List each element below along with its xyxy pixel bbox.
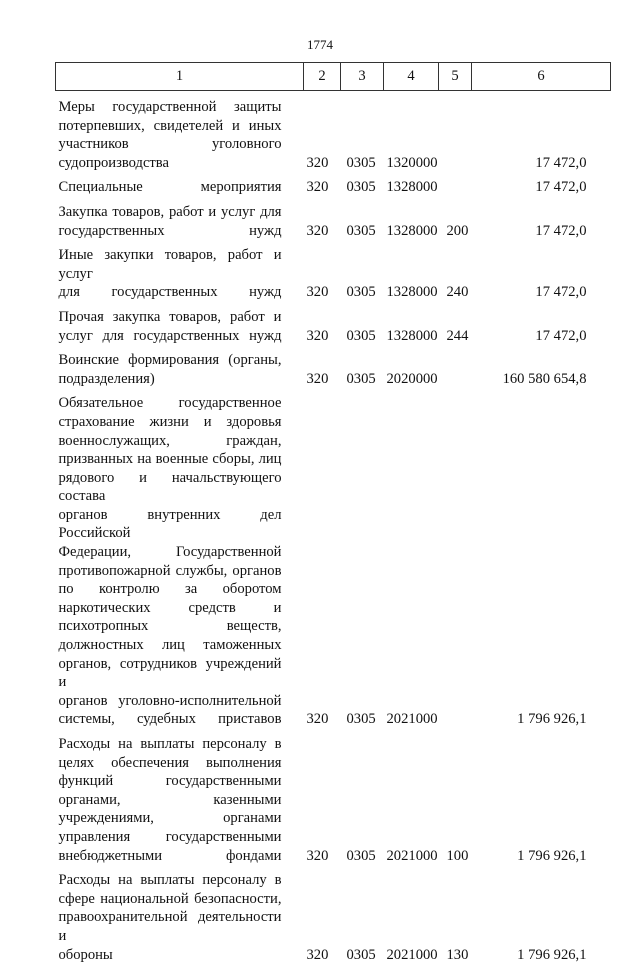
row-description [56, 394, 304, 735]
description-line: потерпевших, свидетелей и иных [58, 117, 282, 134]
description-line: правоохранительной деятельности и [58, 909, 282, 944]
description-line: органами, казенными [58, 791, 282, 808]
ministry-code: 320 [306, 222, 329, 239]
expense-type-code: 244 [446, 327, 469, 344]
expense-type-code [439, 91, 472, 179]
section-code: 0305 [346, 946, 376, 963]
description-line: управления государственными [58, 828, 282, 845]
table-header-row [56, 63, 611, 91]
description-line: органов, сотрудников учреждений и [58, 655, 282, 691]
row-description [56, 308, 304, 351]
description-line: Специальные мероприятия [58, 179, 282, 196]
table-row [56, 203, 611, 246]
target-code: 1328000 [386, 222, 438, 239]
budget-table [55, 62, 611, 970]
description-line: наркотических средств и [58, 599, 282, 616]
description-line: учреждениями, органами [58, 810, 282, 827]
description-line: рядового и начальствующего состава [58, 469, 282, 505]
expense-type-code: 100 [446, 847, 469, 864]
description-line: органов уголовно-исполнительной [58, 692, 282, 709]
header-col-1: 1 [56, 63, 304, 91]
target-code: 1328000 [386, 327, 438, 344]
description-line: внебюджетными фондами [58, 847, 282, 864]
description-line: военнослужащих, граждан, [58, 432, 282, 449]
amount: 17 472,0 [535, 179, 587, 196]
target-code: 2021000 [386, 946, 438, 963]
target-code: 2020000 [386, 370, 438, 387]
row-description [56, 246, 304, 308]
expense-type-code: 200 [446, 222, 469, 239]
table-row [56, 178, 611, 203]
description-line: Закупка товаров, работ и услуг для [58, 203, 282, 220]
section-code: 0305 [346, 847, 376, 864]
description-line: участников уголовного [58, 136, 282, 153]
row-description [56, 178, 304, 203]
description-line: органов внутренних дел Российской [58, 506, 282, 542]
description-line: сфере национальной безопасности, [58, 890, 282, 907]
table-row [56, 246, 611, 308]
section-code: 0305 [346, 711, 376, 728]
section-code: 0305 [346, 284, 376, 301]
description-line: психотропных веществ, [58, 618, 282, 635]
row-description [56, 351, 304, 394]
amount: 17 472,0 [535, 154, 587, 171]
description-line: Обязательное государственное [58, 395, 282, 412]
table-row [56, 91, 611, 179]
target-code: 1328000 [386, 284, 438, 301]
ministry-code: 320 [306, 327, 329, 344]
table-row [56, 735, 611, 871]
description-line: призванных на военные сборы, лиц [58, 451, 282, 468]
section-code: 0305 [346, 154, 376, 171]
expense-type-code: 240 [446, 284, 469, 301]
description-line: должностных лиц таможенных [58, 637, 282, 654]
header-col-2: 2 [304, 63, 341, 91]
header-col-6: 6 [472, 63, 611, 91]
section-code: 0305 [346, 179, 376, 196]
expense-type-code [439, 178, 472, 203]
ministry-code: 320 [306, 179, 329, 196]
description-line: системы, судебных приставов [58, 711, 282, 728]
ministry-code: 320 [306, 847, 329, 864]
target-code: 1328000 [386, 179, 438, 196]
amount: 1 796 926,1 [517, 946, 587, 963]
description-line: услуг для государственных нужд [58, 327, 282, 344]
description-line: государственных нужд [58, 222, 282, 239]
description-line: обороны [58, 946, 113, 963]
row-description [56, 203, 304, 246]
description-line: Меры государственной защиты [58, 99, 282, 115]
table-row [56, 308, 611, 351]
description-line: целях обеспечения выполнения [58, 754, 282, 771]
description-line: судопроизводства [58, 154, 169, 171]
description-line: для государственных нужд [58, 284, 282, 301]
header-col-4: 4 [384, 63, 439, 91]
ministry-code: 320 [306, 284, 329, 301]
description-line: Прочая закупка товаров, работ и [58, 308, 282, 325]
row-description [56, 735, 304, 871]
table-row [56, 871, 611, 970]
amount: 160 580 654,8 [502, 370, 587, 387]
ministry-code: 320 [306, 946, 329, 963]
expense-type-code [439, 351, 472, 394]
row-description [56, 871, 304, 970]
row-description [56, 91, 304, 179]
header-col-5: 5 [439, 63, 472, 91]
description-line: по контролю за оборотом [58, 581, 282, 598]
header-col-3: 3 [341, 63, 384, 91]
page-number: 1774 [307, 37, 333, 52]
ministry-code: 320 [306, 711, 329, 728]
ministry-code: 320 [306, 154, 329, 171]
expense-type-code: 130 [446, 946, 469, 963]
description-line: страхование жизни и здоровья [58, 413, 282, 430]
amount: 1 796 926,1 [517, 847, 587, 864]
description-line: противопожарной службы, органов [58, 562, 282, 579]
description-line: Расходы на выплаты персоналу в [58, 872, 282, 889]
description-line: функций государственными [58, 773, 282, 790]
amount: 1 796 926,1 [517, 711, 587, 728]
amount: 17 472,0 [535, 327, 587, 344]
description-line: Воинские формирования (органы, [58, 352, 282, 369]
description-line: Расходы на выплаты персоналу в [58, 736, 282, 752]
amount: 17 472,0 [535, 284, 587, 301]
section-code: 0305 [346, 370, 376, 387]
target-code: 2021000 [386, 847, 438, 864]
description-line: Федерации, Государственной [58, 544, 282, 561]
section-code: 0305 [346, 327, 376, 344]
ministry-code: 320 [306, 370, 329, 387]
target-code: 2021000 [386, 711, 438, 728]
section-code: 0305 [346, 222, 376, 239]
table-row [56, 351, 611, 394]
amount: 17 472,0 [535, 222, 587, 239]
target-code: 1320000 [386, 154, 438, 171]
description-line: подразделения) [58, 370, 155, 387]
expense-type-code [439, 394, 472, 735]
description-line: Иные закупки товаров, работ и услуг [58, 247, 282, 282]
table-row [56, 394, 611, 735]
